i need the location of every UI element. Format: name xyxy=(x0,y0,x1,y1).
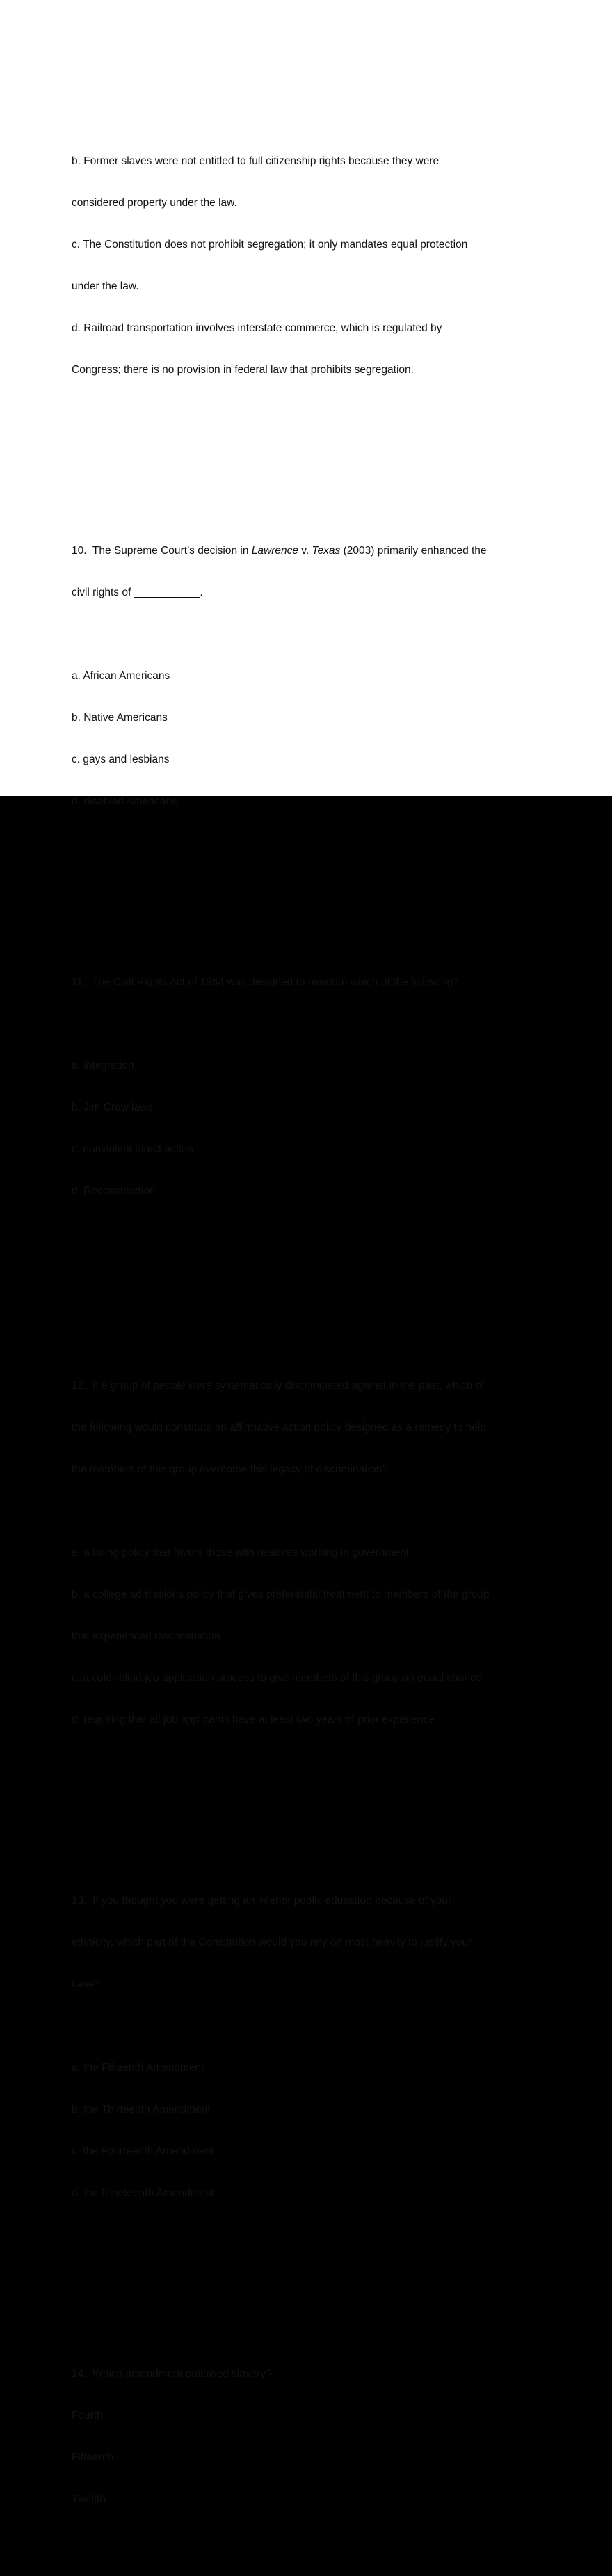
question-14-stem: 14. Which amendment outlawed slavery? xyxy=(72,2368,272,2380)
question-11-option-c: c. nonviolent direct action xyxy=(72,1143,193,1155)
question-11-stem: 11. The Civil Rights Act of 1964 was designed to overturn which of the following? xyxy=(72,976,459,988)
question-11 xyxy=(72,948,558,1226)
question-10-option-b: b. Native Americans xyxy=(72,712,168,724)
question-12-option-b-line-1: b. a college admissions policy that gives preferential treatment to members of the group xyxy=(72,1589,490,1600)
blank-line xyxy=(72,628,558,642)
blank-lines xyxy=(72,1268,558,1296)
question-13-stem-line-2: ethnicity, which part of the Constitution would you rely on most heavily to justify your xyxy=(72,1937,472,1948)
question-14-option-twelfth: Twelfth xyxy=(72,2493,106,2505)
document-text-column xyxy=(72,71,558,2576)
question-9-option-b-line-1: b. Former slaves were not entitled to full citizenship rights because they were xyxy=(72,155,440,167)
question-10-option-d: d. disabled Americans xyxy=(72,795,177,807)
question-13 xyxy=(72,1866,558,2228)
question-10 xyxy=(72,516,558,836)
blank-line xyxy=(72,2019,558,2033)
question-12-stem-line-1: 12. If a group of people were systematically discriminated against in the past, which of xyxy=(72,1380,485,1392)
question-12-option-c: c. a color-blind job application process to give members of this group an equal chance xyxy=(72,1672,482,1684)
question-11-option-d: d. Reconstruction xyxy=(72,1185,156,1197)
question-14-option-fourth: Fourth xyxy=(72,2410,103,2422)
text-segment: v. xyxy=(298,545,312,557)
case-name-texas: Texas xyxy=(312,545,341,557)
question-12-option-a: a. a hiring policy that favors those with relatives working in government xyxy=(72,1547,410,1559)
blank-line xyxy=(72,1797,558,1811)
blank-line xyxy=(72,878,558,892)
question-13-stem-line-3: case? xyxy=(72,1978,101,1990)
question-12-stem-line-2: the following would constitute an affirmative action policy designed as a remedy to help xyxy=(72,1422,486,1433)
question-10-option-a: a. African Americans xyxy=(72,670,170,682)
case-name-lawrence: Lawrence xyxy=(251,545,298,557)
question-13-option-d: d. the Nineteenth Amendment xyxy=(72,2187,215,2199)
question-9-option-c-line-1: c. The Constitution does not prohibit segregation; it only mandates equal protection xyxy=(72,239,468,251)
question-12-stem-line-3: the members of this group overcome this legacy of discrimination? xyxy=(72,1463,388,1475)
text-segment: (2003) primarily enhanced the xyxy=(340,545,487,557)
question-12-option-d: d. requiring that all job applicants have at least two years of prior experience xyxy=(72,1714,435,1726)
question-9-option-d-line-2: Congress; there is no provision in federal law that prohibits segregation. xyxy=(72,364,414,376)
blank-line xyxy=(72,2270,558,2284)
question-10-option-c: c. gays and lesbians xyxy=(72,754,170,765)
question-9-option-d-line-1: d. Railroad transportation involves interstate commerce, which is regulated by xyxy=(72,322,442,334)
question-11-option-a: a. integration xyxy=(72,1060,134,1072)
question-12-option-b-line-2: that experienced discrimination xyxy=(72,1630,220,1642)
question-10-stem-line-1 xyxy=(72,544,558,558)
text-segment: 10. The Supreme Court’s decision in xyxy=(72,545,252,557)
question-13-stem-line-1: 13. If you thought you were getting an inferior public education because of your xyxy=(72,1895,452,1907)
question-9-options xyxy=(72,127,558,405)
question-13-option-c: c. the Fourteenth Amendment xyxy=(72,2145,214,2157)
blank-line xyxy=(72,1017,558,1031)
question-10-stem-line-2: civil rights of ___________. xyxy=(72,587,203,598)
question-13-option-a: a. the Fifteenth Amendment xyxy=(72,2062,204,2074)
blank-line xyxy=(72,1504,558,1518)
question-14 xyxy=(72,2339,558,2534)
question-12 xyxy=(72,1351,558,1755)
question-9-option-b-line-2: considered property under the law. xyxy=(72,197,237,209)
blank-line xyxy=(72,447,558,461)
question-13-option-b: b. the Thirteenth Amendment xyxy=(72,2104,211,2115)
question-9-option-c-line-2: under the law. xyxy=(72,280,139,292)
question-11-option-b: b. Jim Crow laws xyxy=(72,1102,154,1113)
question-14-option-fifteenth: Fifteenth xyxy=(72,2451,114,2463)
